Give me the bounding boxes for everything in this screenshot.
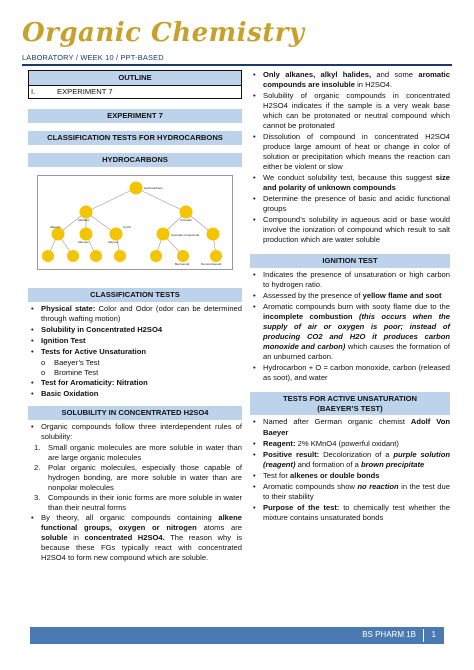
list-item (250, 417, 450, 437)
list-subitem: o Baeyer’s Test (41, 358, 100, 368)
baeyer-list (250, 417, 450, 522)
text-span: Indicates the presence of unsaturation or high carbon to hydrogen ratio. (263, 270, 450, 290)
baeyer-heading-line2: (BAEYER’S TEST) (317, 404, 383, 414)
text-span: aromatic compounds are insoluble (263, 70, 450, 90)
outline-item-text: EXPERIMENT 7 (57, 87, 113, 97)
text-span: in H2SO4. (354, 80, 393, 90)
experiment-heading: EXPERIMENT 7 (28, 109, 242, 123)
text-span: which causes the formation of an unburned carbon. (263, 342, 450, 362)
diagram-label: Non-benzenoid (201, 262, 222, 267)
text-span: Reagent: (263, 438, 296, 448)
outline-heading: OUTLINE (29, 71, 241, 86)
text-span: 2% KMnO4 (powerful oxidant) (295, 438, 399, 448)
list-item (250, 70, 450, 90)
baeyer-heading (250, 392, 450, 415)
outline-item-number: I. (31, 87, 36, 97)
text-span: yellow flame and soot (362, 291, 442, 301)
diagram-label: Aromatic (180, 218, 192, 223)
ignition-test-label: Ignition Test (41, 336, 86, 346)
classification-list (28, 304, 242, 399)
text-span: no reaction (357, 481, 399, 491)
text-span: Purpose of the test: (263, 502, 340, 512)
text-span: alkenes or double bonds (290, 470, 380, 480)
list-item (250, 439, 450, 449)
diagram-node (52, 228, 65, 241)
text-span: Aromatic compounds show (263, 481, 358, 491)
page-footer (30, 627, 444, 644)
outline-box (28, 70, 242, 99)
hydrocarbon-classification-diagram (37, 175, 233, 270)
list-item (250, 194, 450, 214)
text-span: The reason why is because these FGs typically react with concentrated H2SO4 to form new compound which are soluble. (41, 533, 242, 563)
ignition-list (250, 270, 450, 383)
diagram-node (114, 250, 126, 262)
solubility-list (28, 422, 242, 563)
text-span: By theory, all organic compounds containing (41, 513, 219, 523)
text-span: Adolf Von Baeyer (263, 417, 450, 437)
solubility-continued-list (250, 70, 450, 245)
footer-label: BS PHARM 1B (362, 630, 416, 639)
diagram-node (110, 228, 123, 241)
list-item (250, 363, 450, 383)
text-span: in the test due to their stability (263, 481, 450, 501)
diagram-node (150, 250, 162, 262)
list-item (250, 302, 450, 362)
right-column (250, 70, 450, 524)
list-subitem: 3. Compounds in their ionic forms are more soluble in water than their neutral forms (34, 493, 242, 513)
list-item (250, 270, 450, 290)
bromine-test-label: Bromine Test (54, 368, 99, 378)
list-item (250, 482, 450, 502)
diagram-node (157, 228, 170, 241)
text-span: incomplete combustion (263, 312, 353, 322)
document-subtitle: LABORATORY / WEEK 10 / PPT-BASED (22, 53, 164, 62)
solubility-test-label: Solubility in Concentrated H2SO4 (41, 325, 163, 335)
diagram-node (80, 206, 93, 219)
left-column (28, 70, 242, 564)
baeyer-test-label: Baeyer’s Test (54, 358, 100, 368)
list-item (250, 91, 450, 131)
diagram-node (90, 250, 102, 262)
diagram-node (177, 250, 189, 262)
diagram-node (80, 228, 93, 241)
diagram-label: Hydrocarbons (144, 186, 163, 191)
list-item (28, 336, 242, 346)
text-span: Named after German organic chemist (263, 417, 411, 427)
text-span: Assessed by the presence of (263, 291, 363, 301)
text-span: and some (371, 70, 419, 79)
text-span: soluble (41, 533, 68, 543)
list-subitem: o Bromine Test (41, 368, 99, 378)
text-span: Compound’s solubility in aqueous acid or base would involve the ionization of compound which result to salt production which are water soluble (263, 215, 450, 245)
text-span: alkene functional groups, oxygen or nitrogen (41, 513, 242, 533)
list-item (28, 513, 242, 563)
diagram-svg (38, 176, 234, 271)
list-item (28, 347, 242, 357)
text-span: to chemically test whether the mixture contains unsaturated bonds (263, 502, 450, 522)
list-item (250, 291, 450, 301)
text-span: Decolorization of a (319, 449, 394, 459)
list-item (28, 304, 242, 324)
diagram-node (130, 182, 143, 195)
text-span: in (67, 533, 85, 543)
diagram-label: Alkenes (78, 240, 89, 245)
text-span: atoms are (196, 523, 242, 533)
text-span: size and polarity of unknown compounds (263, 173, 450, 193)
physical-state-text: Color and Odor (odor can be determined through wafting motion) (41, 304, 242, 324)
text-span: concentrated H2SO4. (84, 533, 165, 543)
text-span: Positive result: (263, 449, 320, 459)
list-item (250, 450, 450, 470)
text-span: We conduct solubility test, because this suggest (263, 173, 436, 183)
solubility-heading: SOLUBILITY IN CONCENTRATED H2SO4 (28, 406, 242, 420)
list-item (250, 132, 450, 172)
solubility-rule: Polar organic molecules, especially those capable of hydrogen bonding, are more soluble in water than are nonpolar molecules (48, 463, 242, 493)
list-item (250, 471, 450, 481)
aromaticity-test-label: Test for Aromaticity: Nitration (41, 378, 148, 388)
list-item (28, 378, 242, 388)
document-title: Organic Chemistry (22, 18, 305, 48)
diagram-node (42, 250, 54, 262)
ignition-heading: IGNITION TEST (250, 254, 450, 268)
text-span: and formation of a (295, 459, 361, 469)
text-span: purple solution (reagent) (263, 449, 450, 469)
text-span: Determine the presence of basic and acidic functional groups (263, 194, 450, 214)
list-item (250, 215, 450, 245)
outline-item (29, 86, 241, 98)
header-divider (22, 64, 452, 66)
text-span: Aromatic compounds burn with sooty flame due to the (263, 302, 450, 312)
footer-divider (423, 629, 424, 642)
diagram-node (207, 228, 220, 241)
text-span: Only alkanes, alkyl halides, (263, 70, 372, 79)
list-item (28, 389, 242, 399)
diagram-node (210, 250, 222, 262)
diagram-label: Alkanes (50, 225, 61, 230)
solubility-rule: Small organic molecules are more soluble in water than are large organic molecules (48, 443, 242, 463)
text-span: Dissolution of compound in concentrated H2SO4 produce large amount of heat or change in color of solution or precipitation which means the reaction can either be violent or slow (263, 132, 450, 172)
diagram-label: Cyclic (123, 225, 131, 230)
unsaturation-test-label: Tests for Active Unsaturation (41, 347, 147, 357)
list-item (28, 325, 242, 335)
list-item (250, 173, 450, 193)
list-subitem: 1. Small organic molecules are more soluble in water than are large organic molecules (34, 443, 242, 463)
list-item (250, 503, 450, 523)
text-span: (this occurs when the supply of air or oxygen is poor; instead of producing CO2 and H2O it produces carbon monoxide and carbon) (263, 312, 450, 352)
classification-hydrocarbons-heading: CLASSIFICATION TESTS FOR HYDROCARBONS (28, 131, 242, 145)
diagram-label: Alkynes (108, 240, 119, 245)
text-span: Hydrocarbon + O = carbon monoxide, carbon (released as soot), and water (263, 363, 450, 383)
baeyer-heading-line1: TESTS FOR ACTIVE UNSATURATION (282, 394, 417, 404)
diagram-label: Aliphatic (78, 218, 90, 223)
text-span: Solubility of organic compounds in concentrated H2SO4 indicates if the sample is a very weak base which can be protonated or neutral compound which cannot be protonated (263, 91, 450, 131)
list-subitem: 2. Polar organic molecules, especially those capable of hydrogen bonding, are more soluble in water than are nonpolar molecules (34, 463, 242, 493)
hydrocarbons-heading: HYDROCARBONS (28, 153, 242, 167)
classification-tests-heading: CLASSIFICATION TESTS (28, 288, 242, 302)
oxidation-test-label: Basic Oxidation (41, 389, 99, 399)
physical-state-label: Physical state: (41, 304, 96, 314)
page-number: 1 (431, 630, 436, 639)
diagram-node (67, 250, 79, 262)
list-item (28, 422, 242, 442)
text-span: brown precipitate (360, 459, 425, 469)
text-span: Test for (263, 470, 291, 480)
diagram-label: Benzenoid (175, 262, 190, 267)
diagram-label: Aromatic compounds (171, 233, 200, 238)
solubility-rule: Compounds in their ionic forms are more soluble in water than their neutral forms (48, 493, 242, 513)
solubility-intro: Organic compounds follow three interdependent rules of solubility: (41, 422, 242, 442)
diagram-node (180, 206, 193, 219)
